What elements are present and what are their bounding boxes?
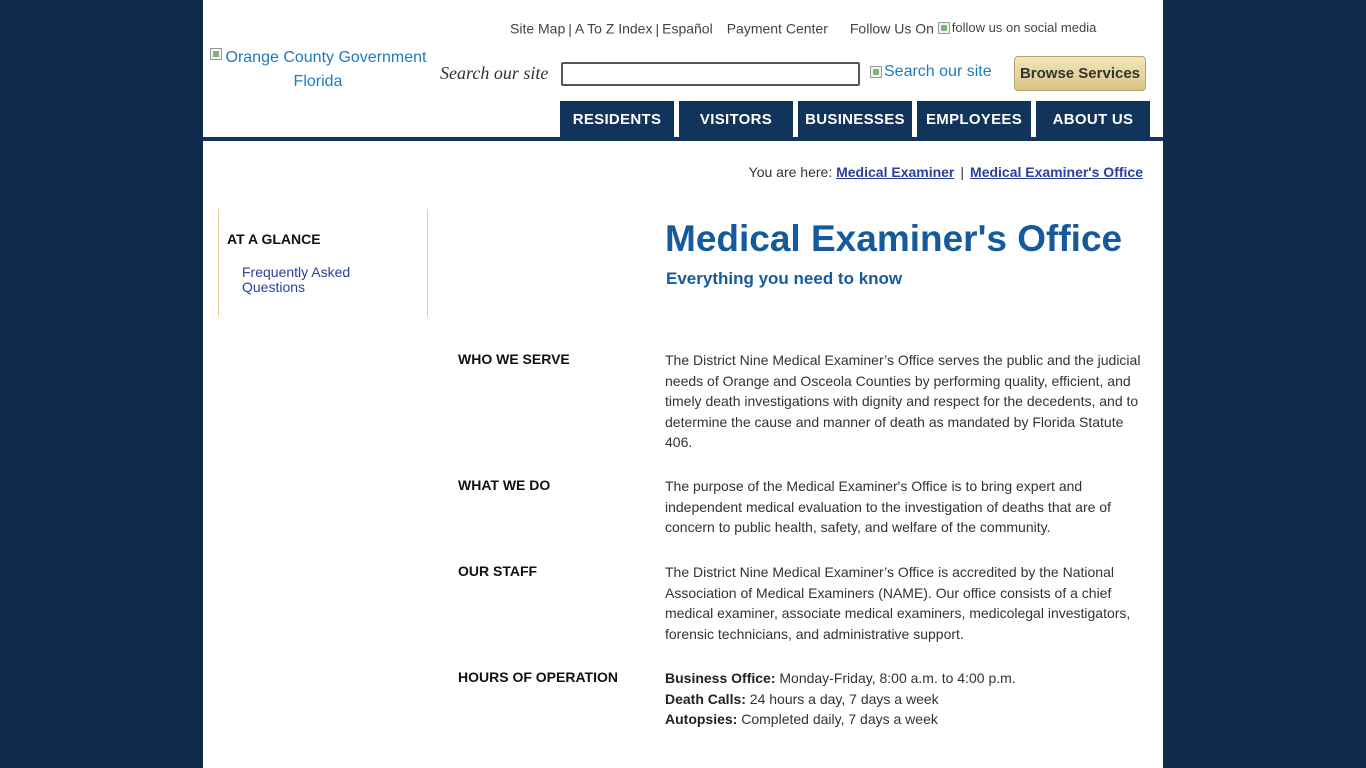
section-label-our-staff: OUR STAFF: [458, 563, 538, 579]
breadcrumb-separator: |: [960, 164, 965, 180]
espanol-link[interactable]: Español: [662, 20, 713, 37]
social-media-image[interactable]: [938, 20, 1097, 35]
sidebar-link-faq[interactable]: Frequently Asked Questions: [242, 264, 351, 295]
page-subtitle: Everything you need to know: [666, 269, 903, 288]
browse-services-button[interactable]: Browse Services: [1014, 56, 1146, 91]
follow-us-label: Follow Us On: [849, 20, 934, 37]
nav-employees[interactable]: EMPLOYEES: [917, 101, 1031, 137]
nav-businesses[interactable]: BUSINESSES: [798, 101, 912, 137]
section-text-our-staff: The District Nine Medical Examiner’s Office is accredited by the National Association of Medical Examiners (NAME). Our office consists of a chief medical examiner, associate medical examiners, medicolegal investigators, forensic technicians, and administrative support.: [665, 564, 1131, 642]
page-title: Medical Examiner's Office: [665, 218, 1123, 259]
search-input[interactable]: [561, 62, 860, 86]
utility-separator: |: [655, 20, 660, 37]
nav-residents[interactable]: RESIDENTS: [560, 101, 674, 137]
section-text-what-we-do: The purpose of the Medical Examiner's Office is to bring expert and independent medical evaluation to the investigation of deaths that are of concern to public health, safety, and welfare of the community.: [665, 478, 1111, 535]
logo-text-line2: Florida: [293, 73, 343, 90]
utility-links: [510, 20, 1096, 37]
breadcrumb: [749, 164, 1143, 180]
social-media-alt-text: follow us on social media: [951, 20, 1097, 35]
sidebar-heading: AT A GLANCE: [227, 231, 321, 247]
hours-list: [665, 668, 1145, 730]
a-to-z-index-link[interactable]: A To Z Index: [574, 20, 653, 37]
utility-separator: |: [568, 20, 572, 37]
broken-image-icon: [938, 22, 950, 34]
hours-value: Completed daily, 7 days a week: [737, 711, 938, 727]
page: [203, 0, 1163, 768]
nav-about-us[interactable]: ABOUT US: [1036, 101, 1150, 137]
payment-center-link[interactable]: Payment Center: [726, 20, 828, 37]
search-button-alt-text: Search our site: [884, 63, 992, 80]
hours-value: Monday-Friday, 8:00 a.m. to 4:00 p.m.: [775, 670, 1016, 686]
hours-key: Death Calls:: [665, 690, 746, 707]
main-nav: [560, 101, 1150, 137]
nav-visitors[interactable]: VISITORS: [679, 101, 793, 137]
breadcrumb-medical-examiners-office[interactable]: Medical Examiner's Office: [970, 164, 1143, 180]
broken-image-icon: [870, 66, 882, 78]
broken-image-icon: [210, 48, 222, 60]
section-text-who-we-serve: The District Nine Medical Examiner’s Office serves the public and the judicial needs of Orange and Osceola Counties by performing quality, efficient, and timely death investigations with dignity and respect for the decedents, and to determine the cause and manner of death as mandated by Florida Statute 406.: [665, 352, 1141, 450]
hours-business-office: [665, 668, 1145, 689]
hours-key: Autopsies:: [665, 711, 738, 727]
search-label: Search our site: [440, 63, 549, 83]
header-divider: [203, 137, 1163, 141]
search-button[interactable]: [870, 63, 992, 81]
section-label-what-we-do: WHAT WE DO: [458, 477, 551, 493]
hours-key: Business Office:: [665, 670, 776, 686]
breadcrumb-medical-examiner[interactable]: Medical Examiner: [836, 164, 955, 180]
site-map-link[interactable]: Site Map: [510, 20, 566, 37]
sidebar: [218, 209, 428, 317]
section-label-who-we-serve: WHO WE SERVE: [458, 351, 570, 367]
site-logo[interactable]: [203, 46, 433, 94]
hours-value: 24 hours a day, 7 days a week: [745, 690, 939, 707]
hours-death-calls: [665, 689, 1145, 710]
breadcrumb-prefix: You are here:: [748, 164, 833, 180]
section-label-hours: HOURS OF OPERATION: [458, 669, 618, 685]
logo-text-line1: Orange County Government: [225, 49, 427, 66]
hours-autopsies: [665, 709, 1145, 730]
